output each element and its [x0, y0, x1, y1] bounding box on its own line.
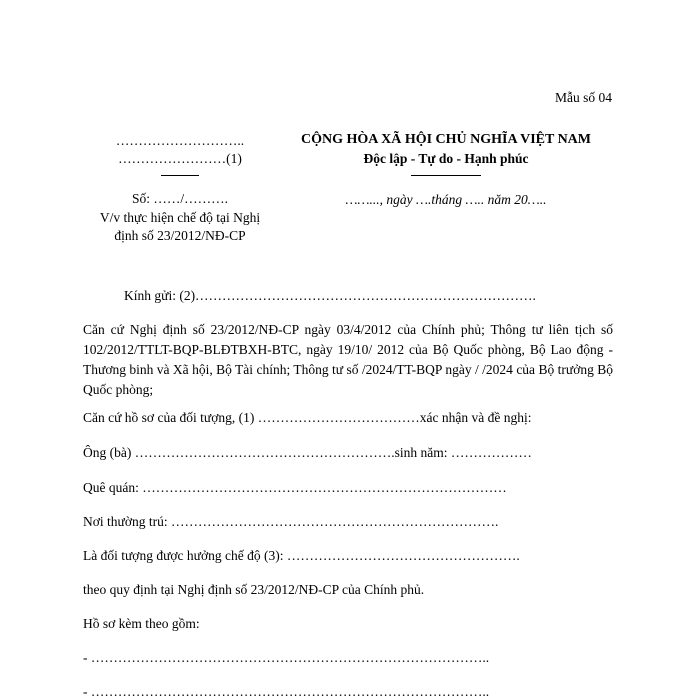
agency-name-line: ……………………….. [115, 133, 245, 148]
attachment-line: - …………………………………………………………………………….. [83, 684, 490, 699]
subject-line-2: định số 23/2012/NĐ-CP [114, 228, 246, 243]
residence-line: Nơi thường trú: ………………………………………………………………. [83, 514, 499, 529]
attachments-label: Hồ sơ kèm theo gồm: [83, 616, 200, 631]
person-line: Ông (bà) ………………………………………………….sinh năm: ……………… [83, 445, 532, 460]
recipient-line: Kính gửi: (2)…………………………………………………………………. [124, 288, 536, 303]
left-header-divider [161, 175, 199, 176]
regulation-line: theo quy định tại Nghị định số 23/2012/NĐ-CP của Chính phủ. [83, 582, 425, 597]
national-motto: Độc lập - Tự do - Hạnh phúc [363, 151, 529, 166]
beneficiary-line: Là đối tượng được hưởng chế độ (3): ……………………………………………. [83, 548, 520, 563]
date-line: ……..., ngày ….tháng ….. năm 20….. [345, 192, 547, 207]
agency-unit-line: ……………………(1) [118, 151, 242, 166]
subject-line-1: V/v thực hiện chế độ tại Nghị [99, 210, 261, 225]
right-header-divider [411, 175, 481, 176]
country-name: CỘNG HÒA XÃ HỘI CHỦ NGHĨA VIỆT NAM [300, 132, 591, 147]
hometown-line: Quê quán: ……………………………………………………………………… [83, 480, 507, 495]
legal-basis-paragraph: Căn cứ Nghị định số 23/2012/NĐ-CP ngày 03/4/2012 của Chính phủ; Thông tư liên tịch số 102/2012/TTLT-BQP-BLĐTBXH-BTC, ngày 19/10/ 2012 của Bộ Quốc phòng, Bộ Lao động - Thương binh và Xã hội, Bộ Tài chính; Thông tư số /2024/TT-BQP ngày / /2024 của Bộ trưởng Bộ Quốc phòng; [83, 322, 613, 397]
dossier-basis-line: Căn cứ hồ sơ của đối tượng, (1) ………………………………xác nhận và đề nghị: [83, 410, 532, 425]
document-number: Số: ……/………. [131, 191, 228, 206]
form-code: Mẫu số 04 [555, 90, 612, 105]
attachment-line: - …………………………………………………………………………….. [83, 650, 490, 665]
